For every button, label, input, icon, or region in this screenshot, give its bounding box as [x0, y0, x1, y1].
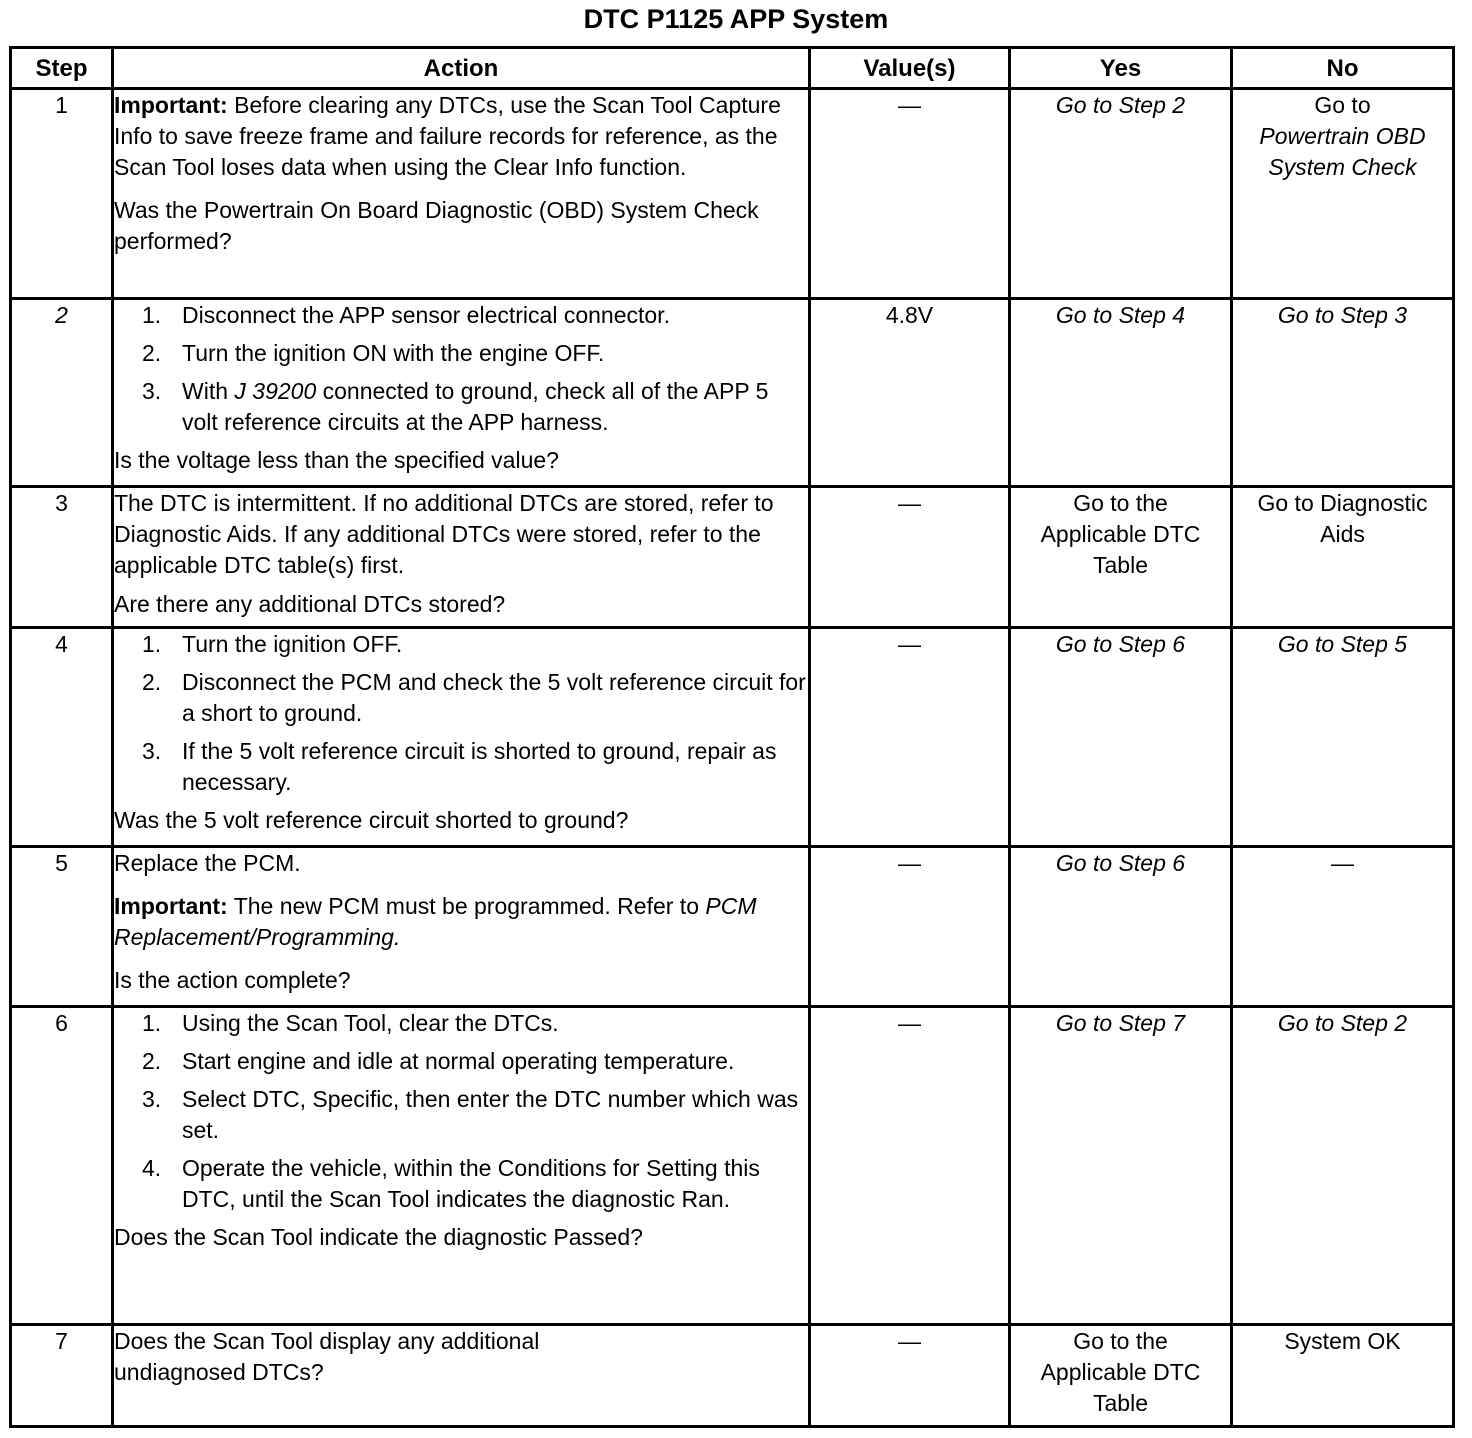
no-link[interactable]: Go to Step 3: [1232, 299, 1454, 487]
question-text: Is the action complete?: [114, 967, 351, 993]
action-cell: [113, 1325, 810, 1427]
important-label: Important:: [114, 893, 228, 919]
action-cell: [113, 89, 810, 299]
reference-link[interactable]: PCM Replacement/Programming.: [114, 893, 757, 950]
list-item: 1. Turn the ignition OFF.: [142, 631, 403, 657]
list-item: 1. Disconnect the APP sensor electrical connector.: [142, 302, 670, 328]
important-note: [114, 90, 808, 183]
value-cell: —: [810, 1007, 1010, 1325]
diagnostic-table: [9, 46, 1455, 1428]
list-item: 3. With J 39200 connected to ground, check all of the APP 5 volt reference circuits at the APP harness.: [142, 378, 769, 435]
description-text: The DTC is intermittent. If no additional DTCs are stored, refer to Diagnostic Aids. If any additional DTCs were stored, refer to the applicable DTC table(s) first.: [114, 490, 774, 578]
step-number: 1: [11, 89, 113, 299]
description-text: Replace the PCM.: [114, 850, 301, 876]
step-number: 5: [11, 847, 113, 1007]
no-link[interactable]: Go to Diagnostic Aids: [1232, 487, 1454, 628]
step-number: 6: [11, 1007, 113, 1325]
action-cell: [113, 299, 810, 487]
table-row-step-3: [11, 487, 1454, 628]
question-text: Was the 5 volt reference circuit shorted to ground?: [114, 807, 629, 833]
procedure-list: [114, 300, 808, 438]
value-cell: —: [810, 487, 1010, 628]
yes-link[interactable]: Go to the Applicable DTC Table: [1010, 1325, 1232, 1427]
no-link[interactable]: Go to Step 2: [1232, 1007, 1454, 1325]
list-item: 2. Turn the ignition ON with the engine OFF.: [142, 340, 605, 366]
table-row-step-2: [11, 299, 1454, 487]
action-cell: [113, 487, 810, 628]
yes-link[interactable]: Go to Step 6: [1010, 628, 1232, 847]
header-values: Value(s): [810, 48, 1010, 89]
value-cell: —: [810, 1325, 1010, 1427]
list-item: 3. Select DTC, Specific, then enter the DTC number which was set.: [142, 1086, 799, 1143]
list-item: 1. Using the Scan Tool, clear the DTCs.: [142, 1010, 559, 1036]
procedure-list: [114, 1008, 808, 1215]
important-note: [114, 891, 808, 953]
question-text: Does the Scan Tool display any additional undiagnosed DTCs?: [114, 1328, 540, 1385]
yes-link[interactable]: Go to Step 7: [1010, 1007, 1232, 1325]
value-cell: 4.8V: [810, 299, 1010, 487]
no-result: System OK: [1232, 1325, 1454, 1427]
list-item: 4. Operate the vehicle, within the Conditions for Setting this DTC, until the Scan Tool indicates the diagnostic Ran.: [142, 1155, 760, 1212]
table-row-step-1: [11, 89, 1454, 299]
action-cell: [113, 847, 810, 1007]
table-header-row: [11, 48, 1454, 89]
question-text: Does the Scan Tool indicate the diagnostic Passed?: [114, 1224, 643, 1250]
action-cell: [113, 628, 810, 847]
header-no: No: [1232, 48, 1454, 89]
important-text: Before clearing any DTCs, use the Scan Tool Capture Info to save freeze frame and failure records for reference, as the Scan Tool loses data when using the Clear Info function.: [114, 92, 781, 180]
value-cell: —: [810, 89, 1010, 299]
important-text: The new PCM must be programmed. Refer to: [233, 893, 699, 919]
no-link[interactable]: [1232, 89, 1454, 299]
header-yes: Yes: [1010, 48, 1232, 89]
value-cell: —: [810, 847, 1010, 1007]
no-link[interactable]: Go to Step 5: [1232, 628, 1454, 847]
list-item: 3. If the 5 volt reference circuit is shorted to ground, repair as necessary.: [142, 738, 777, 795]
yes-link[interactable]: Go to the Applicable DTC Table: [1010, 487, 1232, 628]
page-title: DTC P1125 APP System: [583, 4, 889, 34]
tool-reference: J 39200: [234, 378, 317, 404]
table-row-step-4: [11, 628, 1454, 847]
step-number: 4: [11, 628, 113, 847]
no-cell: —: [1232, 847, 1454, 1007]
action-cell: [113, 1007, 810, 1325]
important-label: Important:: [114, 92, 228, 118]
table-row-step-6: [11, 1007, 1454, 1325]
no-prefix: Go to: [1314, 92, 1371, 118]
procedure-list: [114, 629, 808, 798]
step-number: 3: [11, 487, 113, 628]
list-item: 2. Start engine and idle at normal operating temperature.: [142, 1048, 735, 1074]
header-step: Step: [11, 48, 113, 89]
table-row-step-7: [11, 1325, 1454, 1427]
list-item: 2. Disconnect the PCM and check the 5 volt reference circuit for a short to ground.: [142, 669, 806, 726]
question-text: Are there any additional DTCs stored?: [114, 591, 506, 617]
value-cell: —: [810, 628, 1010, 847]
no-link-text[interactable]: Powertrain OBD System Check: [1259, 123, 1426, 180]
yes-link[interactable]: Go to Step 6: [1010, 847, 1232, 1007]
yes-link[interactable]: Go to Step 2: [1010, 89, 1232, 299]
question-text: Is the voltage less than the specified value?: [114, 447, 559, 473]
header-action: Action: [113, 48, 810, 89]
yes-link[interactable]: Go to Step 4: [1010, 299, 1232, 487]
table-row-step-5: [11, 847, 1454, 1007]
step-number: 7: [11, 1325, 113, 1427]
step-number: 2: [11, 299, 113, 487]
question-text: Was the Powertrain On Board Diagnostic (OBD) System Check performed?: [114, 197, 759, 254]
